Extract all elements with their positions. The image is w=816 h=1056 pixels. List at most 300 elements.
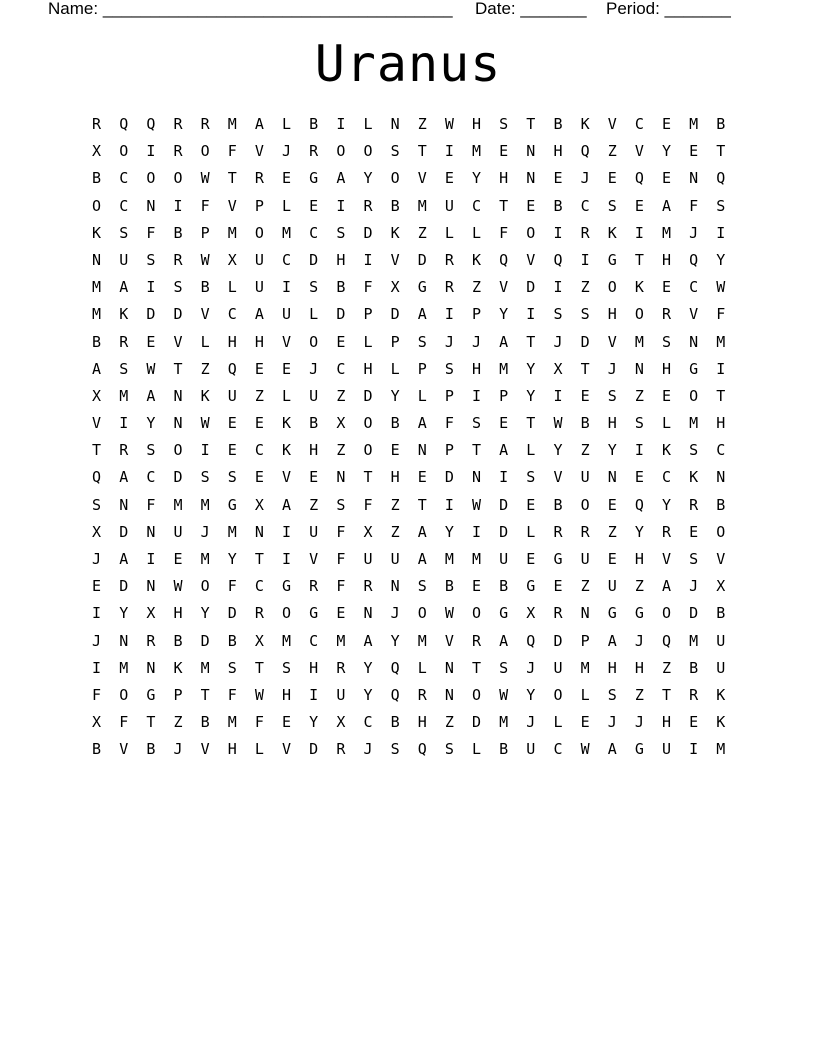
grid-letter[interactable]: V: [607, 115, 617, 133]
grid-letter[interactable]: E: [499, 142, 509, 161]
grid-letter[interactable]: I: [444, 305, 454, 324]
grid-letter[interactable]: J: [634, 631, 644, 650]
grid-letter[interactable]: N: [254, 522, 264, 541]
grid-letter[interactable]: T: [526, 115, 536, 133]
grid-letter[interactable]: T: [716, 386, 726, 405]
grid-letter[interactable]: S: [336, 223, 346, 242]
grid-letter[interactable]: L: [309, 305, 319, 324]
grid-letter[interactable]: J: [689, 223, 699, 242]
grid-letter[interactable]: Y: [499, 305, 509, 324]
grid-letter[interactable]: Q: [689, 250, 699, 269]
grid-letter[interactable]: O: [119, 685, 129, 704]
grid-letter[interactable]: R: [553, 604, 563, 623]
grid-letter[interactable]: W: [200, 250, 210, 269]
grid-letter[interactable]: M: [119, 386, 129, 405]
grid-letter[interactable]: C: [363, 713, 373, 732]
grid-letter[interactable]: T: [227, 169, 237, 188]
grid-letter[interactable]: E: [390, 441, 400, 460]
grid-letter[interactable]: P: [580, 631, 590, 650]
grid-letter[interactable]: N: [444, 685, 454, 704]
grid-letter[interactable]: P: [200, 223, 210, 242]
grid-letter[interactable]: R: [553, 522, 563, 541]
grid-letter[interactable]: M: [499, 713, 509, 732]
grid-letter[interactable]: S: [309, 278, 319, 297]
grid-letter[interactable]: E: [689, 522, 699, 541]
grid-letter[interactable]: J: [526, 658, 536, 677]
grid-letter[interactable]: A: [417, 305, 427, 324]
grid-letter[interactable]: I: [472, 386, 482, 405]
grid-letter[interactable]: H: [662, 359, 672, 378]
grid-letter[interactable]: X: [526, 604, 536, 623]
grid-letter[interactable]: R: [173, 115, 183, 133]
grid-letter[interactable]: E: [662, 115, 672, 133]
grid-letter[interactable]: X: [553, 359, 563, 378]
grid-letter[interactable]: N: [417, 441, 427, 460]
grid-letter[interactable]: V: [119, 740, 129, 759]
grid-letter[interactable]: S: [689, 550, 699, 568]
grid-letter[interactable]: L: [200, 332, 210, 351]
grid-letter[interactable]: R: [417, 685, 427, 704]
grid-letter[interactable]: C: [580, 196, 590, 215]
grid-letter[interactable]: M: [119, 658, 129, 677]
grid-letter[interactable]: Z: [417, 223, 427, 242]
grid-letter[interactable]: N: [146, 196, 156, 215]
grid-letter[interactable]: L: [417, 658, 427, 677]
grid-letter[interactable]: T: [662, 685, 672, 704]
grid-letter[interactable]: E: [309, 196, 319, 215]
grid-letter[interactable]: V: [309, 550, 319, 568]
grid-letter[interactable]: U: [580, 550, 590, 568]
grid-letter[interactable]: F: [499, 223, 509, 242]
grid-letter[interactable]: P: [444, 441, 454, 460]
grid-letter[interactable]: U: [309, 386, 319, 405]
name-blank-line[interactable]: _____________________________________: [102, 0, 453, 18]
grid-letter[interactable]: C: [689, 278, 699, 297]
grid-letter[interactable]: I: [580, 250, 590, 269]
grid-letter[interactable]: N: [472, 468, 482, 487]
grid-letter[interactable]: R: [119, 332, 129, 351]
grid-letter[interactable]: Q: [227, 359, 237, 378]
grid-letter[interactable]: H: [472, 115, 482, 133]
grid-letter[interactable]: I: [336, 115, 346, 133]
grid-letter[interactable]: D: [444, 468, 454, 487]
grid-letter[interactable]: H: [553, 142, 563, 161]
grid-letter[interactable]: U: [553, 658, 563, 677]
grid-letter[interactable]: T: [634, 250, 644, 269]
grid-letter[interactable]: F: [689, 196, 699, 215]
grid-letter[interactable]: U: [363, 550, 373, 568]
grid-letter[interactable]: U: [227, 386, 237, 405]
grid-letter[interactable]: M: [200, 495, 210, 514]
grid-letter[interactable]: E: [282, 713, 292, 732]
grid-letter[interactable]: I: [553, 278, 563, 297]
grid-letter[interactable]: R: [173, 142, 183, 161]
grid-letter[interactable]: J: [390, 604, 400, 623]
grid-letter[interactable]: S: [607, 685, 617, 704]
grid-letter[interactable]: Q: [92, 468, 102, 487]
grid-letter[interactable]: I: [200, 441, 210, 460]
grid-letter[interactable]: E: [662, 386, 672, 405]
grid-letter[interactable]: I: [499, 468, 509, 487]
grid-letter[interactable]: S: [417, 332, 427, 351]
grid-letter[interactable]: Z: [634, 577, 644, 596]
grid-letter[interactable]: X: [146, 604, 156, 623]
grid-letter[interactable]: M: [689, 631, 699, 650]
grid-letter[interactable]: Y: [390, 631, 400, 650]
grid-letter[interactable]: G: [309, 604, 319, 623]
grid-letter[interactable]: Z: [472, 278, 482, 297]
grid-letter[interactable]: Y: [444, 522, 454, 541]
name-field[interactable]: [48, 0, 453, 18]
grid-letter[interactable]: A: [119, 550, 129, 568]
grid-letter[interactable]: Y: [309, 713, 319, 732]
grid-letter[interactable]: E: [662, 278, 672, 297]
grid-letter[interactable]: S: [689, 441, 699, 460]
grid-letter[interactable]: V: [499, 278, 509, 297]
grid-letter[interactable]: S: [173, 278, 183, 297]
grid-letter[interactable]: Q: [526, 631, 536, 650]
grid-letter[interactable]: D: [309, 740, 319, 759]
grid-letter[interactable]: J: [173, 740, 183, 759]
grid-letter[interactable]: U: [309, 522, 319, 541]
grid-letter[interactable]: J: [607, 713, 617, 732]
grid-letter[interactable]: S: [444, 359, 454, 378]
grid-letter[interactable]: M: [227, 522, 237, 541]
grid-letter[interactable]: H: [472, 359, 482, 378]
grid-letter[interactable]: I: [553, 223, 563, 242]
grid-letter[interactable]: I: [282, 550, 292, 568]
grid-letter[interactable]: A: [119, 278, 129, 297]
grid-letter[interactable]: S: [716, 196, 726, 215]
grid-letter[interactable]: V: [662, 550, 672, 568]
grid-letter[interactable]: Z: [580, 278, 590, 297]
grid-letter[interactable]: A: [417, 414, 427, 433]
grid-letter[interactable]: E: [444, 169, 454, 188]
grid-letter[interactable]: E: [336, 332, 346, 351]
grid-letter[interactable]: W: [499, 685, 509, 704]
grid-letter[interactable]: M: [200, 658, 210, 677]
grid-letter[interactable]: J: [472, 332, 482, 351]
grid-letter[interactable]: F: [227, 577, 237, 596]
grid-letter[interactable]: I: [92, 658, 102, 677]
grid-letter[interactable]: X: [363, 522, 373, 541]
grid-letter[interactable]: E: [146, 332, 156, 351]
grid-letter[interactable]: M: [499, 359, 509, 378]
grid-letter[interactable]: G: [634, 604, 644, 623]
grid-letter[interactable]: J: [526, 713, 536, 732]
grid-letter[interactable]: F: [254, 713, 264, 732]
grid-letter[interactable]: R: [580, 522, 590, 541]
grid-letter[interactable]: F: [146, 495, 156, 514]
grid-letter[interactable]: Z: [580, 577, 590, 596]
grid-letter[interactable]: L: [580, 685, 590, 704]
grid-letter[interactable]: O: [716, 522, 726, 541]
grid-letter[interactable]: S: [607, 196, 617, 215]
grid-letter[interactable]: V: [553, 468, 563, 487]
grid-letter[interactable]: R: [472, 631, 482, 650]
grid-letter[interactable]: E: [472, 577, 482, 596]
grid-letter[interactable]: R: [444, 250, 454, 269]
grid-letter[interactable]: M: [336, 631, 346, 650]
grid-letter[interactable]: T: [254, 550, 264, 568]
grid-letter[interactable]: I: [336, 196, 346, 215]
grid-letter[interactable]: B: [390, 414, 400, 433]
grid-letter[interactable]: E: [634, 196, 644, 215]
grid-letter[interactable]: T: [417, 495, 427, 514]
grid-letter[interactable]: W: [472, 495, 482, 514]
grid-letter[interactable]: A: [607, 740, 617, 759]
grid-letter[interactable]: N: [146, 522, 156, 541]
grid-letter[interactable]: W: [200, 414, 210, 433]
grid-letter[interactable]: R: [662, 522, 672, 541]
period-blank-line[interactable]: _______: [664, 0, 731, 18]
grid-letter[interactable]: U: [390, 550, 400, 568]
grid-letter[interactable]: I: [716, 359, 726, 378]
grid-letter[interactable]: C: [254, 441, 264, 460]
grid-letter[interactable]: P: [363, 305, 373, 324]
grid-letter[interactable]: H: [336, 250, 346, 269]
grid-letter[interactable]: Z: [607, 142, 617, 161]
grid-letter[interactable]: D: [336, 305, 346, 324]
grid-letter[interactable]: N: [119, 495, 129, 514]
grid-letter[interactable]: M: [716, 332, 726, 351]
grid-letter[interactable]: B: [200, 278, 210, 297]
grid-letter[interactable]: H: [607, 414, 617, 433]
grid-letter[interactable]: G: [607, 604, 617, 623]
grid-letter[interactable]: K: [634, 278, 644, 297]
grid-letter[interactable]: V: [607, 332, 617, 351]
grid-letter[interactable]: Z: [309, 495, 319, 514]
grid-letter[interactable]: T: [417, 142, 427, 161]
grid-letter[interactable]: Q: [634, 495, 644, 514]
grid-letter[interactable]: B: [309, 115, 319, 133]
grid-letter[interactable]: C: [119, 196, 129, 215]
grid-letter[interactable]: T: [363, 468, 373, 487]
grid-letter[interactable]: R: [173, 250, 183, 269]
grid-letter[interactable]: E: [526, 196, 536, 215]
grid-letter[interactable]: G: [499, 604, 509, 623]
grid-letter[interactable]: D: [363, 386, 373, 405]
grid-letter[interactable]: E: [92, 577, 102, 596]
grid-letter[interactable]: R: [92, 115, 102, 133]
grid-letter[interactable]: L: [662, 414, 672, 433]
grid-letter[interactable]: E: [336, 604, 346, 623]
grid-letter[interactable]: T: [716, 142, 726, 161]
grid-letter[interactable]: H: [309, 441, 319, 460]
grid-letter[interactable]: A: [254, 115, 264, 133]
grid-letter[interactable]: H: [227, 740, 237, 759]
grid-letter[interactable]: F: [146, 223, 156, 242]
grid-letter[interactable]: D: [119, 577, 129, 596]
grid-letter[interactable]: G: [634, 740, 644, 759]
grid-letter[interactable]: L: [363, 115, 373, 133]
grid-letter[interactable]: T: [472, 658, 482, 677]
grid-letter[interactable]: B: [92, 332, 102, 351]
grid-letter[interactable]: U: [119, 250, 129, 269]
grid-letter[interactable]: O: [363, 441, 373, 460]
grid-letter[interactable]: R: [309, 142, 319, 161]
grid-letter[interactable]: A: [363, 631, 373, 650]
grid-letter[interactable]: M: [417, 196, 427, 215]
grid-letter[interactable]: F: [336, 577, 346, 596]
grid-letter[interactable]: T: [526, 332, 536, 351]
grid-letter[interactable]: K: [580, 115, 590, 133]
grid-letter[interactable]: T: [173, 359, 183, 378]
grid-letter[interactable]: N: [526, 169, 536, 188]
grid-letter[interactable]: X: [390, 278, 400, 297]
grid-letter[interactable]: L: [282, 115, 292, 133]
grid-letter[interactable]: I: [363, 250, 373, 269]
grid-letter[interactable]: R: [146, 631, 156, 650]
grid-letter[interactable]: N: [363, 604, 373, 623]
grid-letter[interactable]: M: [472, 142, 482, 161]
grid-letter[interactable]: W: [444, 115, 454, 133]
grid-letter[interactable]: J: [309, 359, 319, 378]
grid-letter[interactable]: P: [444, 386, 454, 405]
grid-letter[interactable]: F: [336, 550, 346, 568]
grid-letter[interactable]: O: [282, 604, 292, 623]
grid-letter[interactable]: B: [173, 223, 183, 242]
grid-letter[interactable]: M: [580, 658, 590, 677]
grid-letter[interactable]: E: [282, 169, 292, 188]
grid-letter[interactable]: V: [716, 550, 726, 568]
grid-letter[interactable]: M: [92, 305, 102, 324]
grid-letter[interactable]: E: [580, 713, 590, 732]
grid-letter[interactable]: S: [634, 414, 644, 433]
grid-letter[interactable]: L: [282, 196, 292, 215]
grid-letter[interactable]: D: [526, 278, 536, 297]
grid-letter[interactable]: H: [607, 658, 617, 677]
grid-letter[interactable]: R: [363, 196, 373, 215]
grid-letter[interactable]: O: [553, 685, 563, 704]
grid-letter[interactable]: O: [607, 278, 617, 297]
grid-letter[interactable]: A: [119, 468, 129, 487]
grid-letter[interactable]: E: [553, 169, 563, 188]
grid-letter[interactable]: F: [363, 278, 373, 297]
grid-letter[interactable]: I: [173, 196, 183, 215]
grid-letter[interactable]: R: [254, 169, 264, 188]
grid-letter[interactable]: S: [553, 305, 563, 324]
grid-letter[interactable]: F: [92, 685, 102, 704]
grid-letter[interactable]: E: [254, 414, 264, 433]
grid-letter[interactable]: F: [227, 142, 237, 161]
grid-letter[interactable]: F: [716, 305, 726, 324]
grid-letter[interactable]: I: [282, 278, 292, 297]
grid-letter[interactable]: R: [119, 441, 129, 460]
grid-letter[interactable]: B: [553, 495, 563, 514]
grid-letter[interactable]: B: [390, 196, 400, 215]
grid-letter[interactable]: K: [716, 685, 726, 704]
grid-letter[interactable]: Y: [662, 142, 672, 161]
grid-letter[interactable]: R: [336, 658, 346, 677]
grid-letter[interactable]: S: [472, 414, 482, 433]
grid-letter[interactable]: M: [227, 115, 237, 133]
grid-letter[interactable]: V: [92, 414, 102, 433]
grid-letter[interactable]: L: [472, 740, 482, 759]
grid-letter[interactable]: O: [200, 142, 210, 161]
grid-letter[interactable]: Y: [526, 386, 536, 405]
grid-letter[interactable]: B: [146, 740, 156, 759]
grid-letter[interactable]: E: [254, 468, 264, 487]
grid-letter[interactable]: D: [363, 223, 373, 242]
grid-letter[interactable]: I: [472, 522, 482, 541]
period-field[interactable]: [606, 0, 731, 18]
grid-letter[interactable]: T: [472, 441, 482, 460]
grid-letter[interactable]: T: [499, 196, 509, 215]
grid-letter[interactable]: O: [417, 604, 427, 623]
grid-letter[interactable]: Z: [336, 441, 346, 460]
grid-letter[interactable]: M: [634, 332, 644, 351]
grid-letter[interactable]: A: [417, 550, 427, 568]
grid-letter[interactable]: Z: [173, 713, 183, 732]
grid-letter[interactable]: O: [92, 196, 102, 215]
grid-letter[interactable]: I: [634, 441, 644, 460]
grid-letter[interactable]: D: [553, 631, 563, 650]
grid-letter[interactable]: C: [282, 250, 292, 269]
grid-letter[interactable]: D: [309, 250, 319, 269]
grid-letter[interactable]: O: [662, 604, 672, 623]
grid-letter[interactable]: S: [119, 359, 129, 378]
grid-letter[interactable]: C: [662, 468, 672, 487]
grid-letter[interactable]: B: [689, 658, 699, 677]
grid-letter[interactable]: Y: [634, 522, 644, 541]
grid-letter[interactable]: J: [689, 577, 699, 596]
grid-letter[interactable]: A: [254, 305, 264, 324]
grid-letter[interactable]: U: [716, 658, 726, 677]
grid-letter[interactable]: D: [390, 305, 400, 324]
grid-letter[interactable]: E: [173, 550, 183, 568]
grid-letter[interactable]: M: [92, 278, 102, 297]
grid-letter[interactable]: H: [363, 359, 373, 378]
grid-letter[interactable]: J: [607, 359, 617, 378]
grid-letter[interactable]: S: [227, 658, 237, 677]
grid-letter[interactable]: A: [662, 577, 672, 596]
grid-letter[interactable]: B: [92, 740, 102, 759]
grid-letter[interactable]: Q: [716, 169, 726, 188]
grid-letter[interactable]: N: [92, 250, 102, 269]
grid-letter[interactable]: S: [227, 468, 237, 487]
grid-letter[interactable]: U: [173, 522, 183, 541]
grid-letter[interactable]: B: [92, 169, 102, 188]
grid-letter[interactable]: J: [92, 631, 102, 650]
grid-letter[interactable]: Y: [390, 386, 400, 405]
grid-letter[interactable]: R: [662, 305, 672, 324]
grid-letter[interactable]: Q: [390, 685, 400, 704]
grid-letter[interactable]: H: [390, 468, 400, 487]
grid-letter[interactable]: B: [716, 604, 726, 623]
grid-letter[interactable]: E: [553, 577, 563, 596]
grid-letter[interactable]: D: [146, 305, 156, 324]
grid-letter[interactable]: M: [662, 223, 672, 242]
grid-letter[interactable]: O: [472, 685, 482, 704]
grid-letter[interactable]: Q: [634, 169, 644, 188]
grid-letter[interactable]: C: [716, 441, 726, 460]
grid-letter[interactable]: X: [716, 577, 726, 596]
grid-letter[interactable]: D: [173, 468, 183, 487]
grid-letter[interactable]: V: [200, 305, 210, 324]
grid-letter[interactable]: Z: [580, 441, 590, 460]
grid-letter[interactable]: R: [336, 740, 346, 759]
grid-letter[interactable]: M: [282, 631, 292, 650]
grid-letter[interactable]: L: [254, 740, 264, 759]
grid-letter[interactable]: X: [92, 522, 102, 541]
grid-letter[interactable]: U: [254, 278, 264, 297]
grid-letter[interactable]: B: [716, 115, 726, 133]
grid-letter[interactable]: R: [309, 577, 319, 596]
grid-letter[interactable]: T: [92, 441, 102, 460]
grid-letter[interactable]: H: [309, 658, 319, 677]
grid-letter[interactable]: O: [200, 577, 210, 596]
